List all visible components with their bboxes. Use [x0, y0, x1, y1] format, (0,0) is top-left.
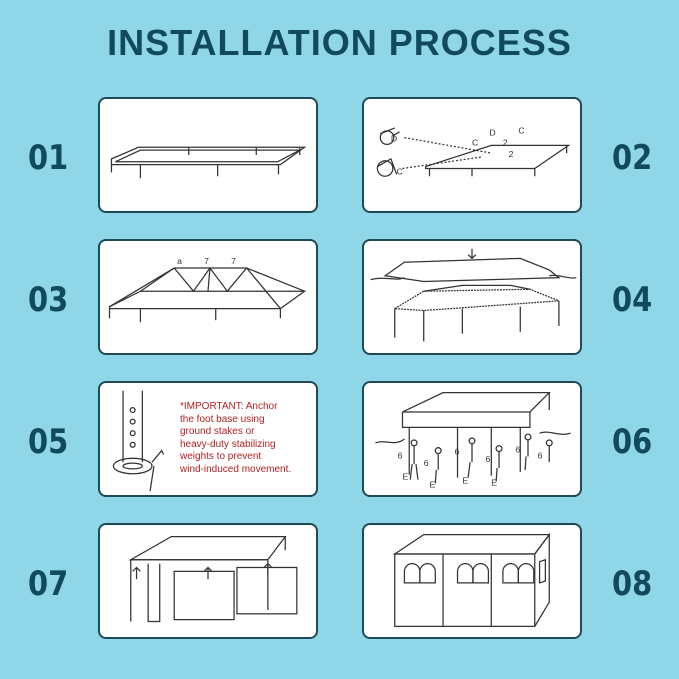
- step-number-02: 02: [612, 138, 653, 178]
- step-number-07: 07: [28, 564, 69, 604]
- note-line: heavy-duty stabilizing: [180, 438, 276, 450]
- note-line: weights to prevent: [180, 451, 262, 462]
- note-line: ground stakes or: [180, 426, 255, 437]
- step-02-panel: [362, 97, 582, 213]
- step-07-panel: [98, 523, 318, 639]
- step-04-panel: [362, 239, 582, 355]
- corner-connector-illustration: [364, 99, 580, 211]
- step-01-panel: [98, 97, 318, 213]
- step-number-01: 01: [28, 138, 69, 178]
- svg-text:C: C: [396, 166, 403, 177]
- svg-text:E: E: [462, 475, 469, 486]
- step-08-panel: [362, 523, 582, 639]
- svg-text:a: a: [177, 256, 182, 267]
- roof-frame-illustration: [100, 241, 316, 353]
- svg-text:2: 2: [502, 137, 508, 148]
- svg-text:6: 6: [537, 450, 543, 461]
- svg-text:6: 6: [485, 454, 491, 465]
- svg-text:6: 6: [454, 446, 460, 457]
- note-line: wind-induced movement.: [180, 463, 292, 475]
- svg-text:D: D: [390, 133, 398, 144]
- step-05-panel: [98, 381, 318, 497]
- note-line: *IMPORTANT: Anchor: [180, 401, 278, 412]
- svg-text:C: C: [472, 137, 479, 148]
- step-number-03: 03: [28, 280, 69, 320]
- svg-text:E: E: [429, 479, 436, 490]
- svg-text:6: 6: [515, 444, 521, 455]
- svg-text:7: 7: [204, 256, 209, 267]
- svg-text:E: E: [402, 471, 409, 482]
- svg-text:7: 7: [231, 256, 237, 267]
- canopy-cover-illustration: [364, 241, 580, 353]
- completed-tent-illustration: [364, 525, 580, 637]
- svg-text:D: D: [489, 127, 496, 138]
- step-06-panel: [362, 381, 582, 497]
- step-number-04: 04: [612, 280, 653, 320]
- raise-tent-illustration: [364, 383, 580, 495]
- step-number-08: 08: [612, 564, 653, 604]
- svg-text:6: 6: [423, 458, 429, 469]
- anchor-warning-note: [180, 401, 315, 476]
- note-line: the foot base using: [180, 413, 265, 425]
- frame-base-illustration: [100, 99, 316, 211]
- svg-text:2: 2: [508, 148, 514, 159]
- attach-sidewalls-illustration: [100, 525, 316, 637]
- step-number-05: 05: [28, 422, 69, 462]
- step-03-panel: [98, 239, 318, 355]
- step-number-06: 06: [612, 422, 653, 462]
- svg-text:E: E: [491, 477, 498, 488]
- page-title: INSTALLATION PROCESS: [107, 22, 572, 63]
- svg-text:C: C: [518, 125, 525, 136]
- svg-text:6: 6: [397, 450, 403, 461]
